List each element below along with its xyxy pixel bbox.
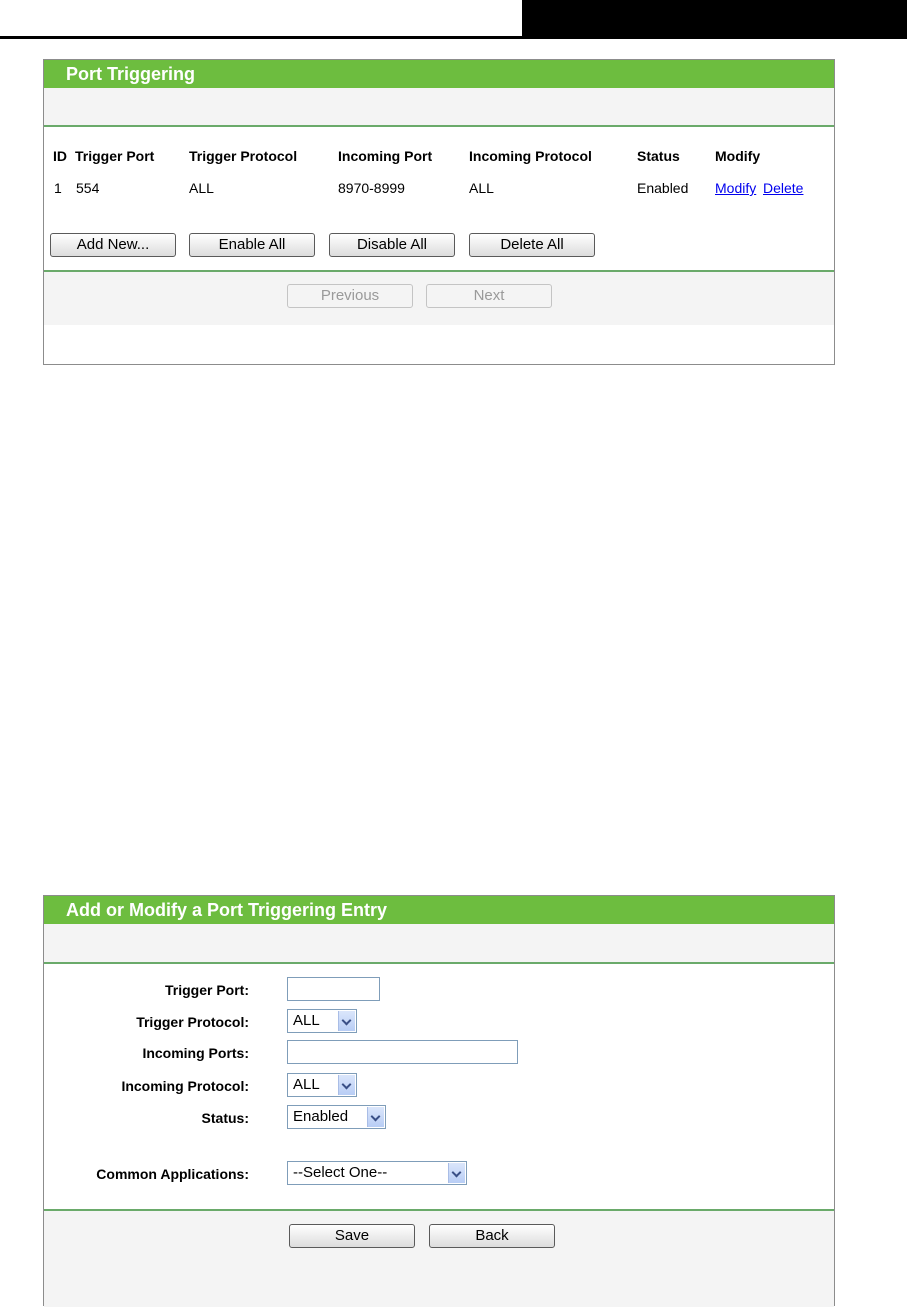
column-header-incoming-protocol: Incoming Protocol bbox=[469, 148, 592, 164]
rules-table bbox=[44, 127, 834, 270]
form-button-bar bbox=[44, 1211, 834, 1307]
row-incoming-protocol: ALL bbox=[469, 180, 494, 196]
common-applications-value: --Select One-- bbox=[293, 1164, 388, 1181]
chevron-down-icon bbox=[448, 1163, 465, 1183]
header-black-bar bbox=[522, 0, 907, 38]
status-select[interactable] bbox=[287, 1105, 386, 1129]
row-id: 1 bbox=[54, 180, 62, 196]
column-header-trigger-port: Trigger Port bbox=[75, 148, 155, 164]
incoming-protocol-label: Incoming Protocol: bbox=[121, 1078, 249, 1094]
column-header-trigger-protocol: Trigger Protocol bbox=[189, 148, 298, 164]
row-incoming-port: 8970-8999 bbox=[338, 180, 405, 196]
column-header-status: Status bbox=[637, 148, 680, 164]
save-button[interactable]: Save bbox=[289, 1224, 415, 1248]
row-status: Enabled bbox=[637, 180, 689, 196]
back-button[interactable]: Back bbox=[429, 1224, 555, 1248]
trigger-protocol-label: Trigger Protocol: bbox=[136, 1014, 249, 1030]
entry-form-panel bbox=[43, 895, 835, 1306]
incoming-protocol-value: ALL bbox=[293, 1076, 320, 1093]
column-header-modify: Modify bbox=[715, 148, 761, 164]
header-rule bbox=[0, 36, 907, 39]
enable-all-button[interactable]: Enable All bbox=[189, 233, 315, 257]
port-triggering-title: Port Triggering bbox=[44, 60, 834, 88]
next-button[interactable]: Next bbox=[426, 284, 552, 308]
add-new-button[interactable]: Add New... bbox=[50, 233, 176, 257]
modify-link[interactable]: Modify bbox=[715, 180, 757, 196]
panel-spacer bbox=[44, 924, 834, 962]
incoming-protocol-select[interactable] bbox=[287, 1073, 357, 1097]
chevron-down-icon bbox=[367, 1107, 384, 1127]
chevron-down-icon bbox=[338, 1075, 355, 1095]
delete-link[interactable]: Delete bbox=[763, 180, 804, 196]
column-header-incoming-port: Incoming Port bbox=[338, 148, 433, 164]
trigger-protocol-value: ALL bbox=[293, 1012, 320, 1029]
trigger-port-label: Trigger Port: bbox=[164, 982, 249, 998]
disable-all-button[interactable]: Disable All bbox=[329, 233, 455, 257]
common-applications-select[interactable] bbox=[287, 1161, 467, 1185]
panel-spacer bbox=[44, 88, 834, 125]
port-triggering-panel bbox=[43, 59, 835, 365]
row-trigger-port: 554 bbox=[76, 180, 100, 196]
column-header-id: ID bbox=[53, 148, 67, 164]
incoming-ports-input[interactable] bbox=[287, 1040, 518, 1064]
entry-form bbox=[44, 964, 834, 1209]
status-value: Enabled bbox=[293, 1108, 349, 1125]
incoming-ports-label: Incoming Ports: bbox=[142, 1045, 249, 1061]
delete-all-button[interactable]: Delete All bbox=[469, 233, 595, 257]
entry-form-title: Add or Modify a Port Triggering Entry bbox=[44, 896, 834, 924]
trigger-protocol-select[interactable] bbox=[287, 1009, 357, 1033]
status-label: Status: bbox=[201, 1110, 249, 1126]
row-trigger-protocol: ALL bbox=[189, 180, 214, 196]
previous-button[interactable]: Previous bbox=[287, 284, 413, 308]
chevron-down-icon bbox=[338, 1011, 355, 1031]
common-applications-label: Common Applications: bbox=[96, 1166, 249, 1182]
trigger-port-input[interactable] bbox=[287, 977, 380, 1001]
pager-bar bbox=[44, 272, 834, 325]
